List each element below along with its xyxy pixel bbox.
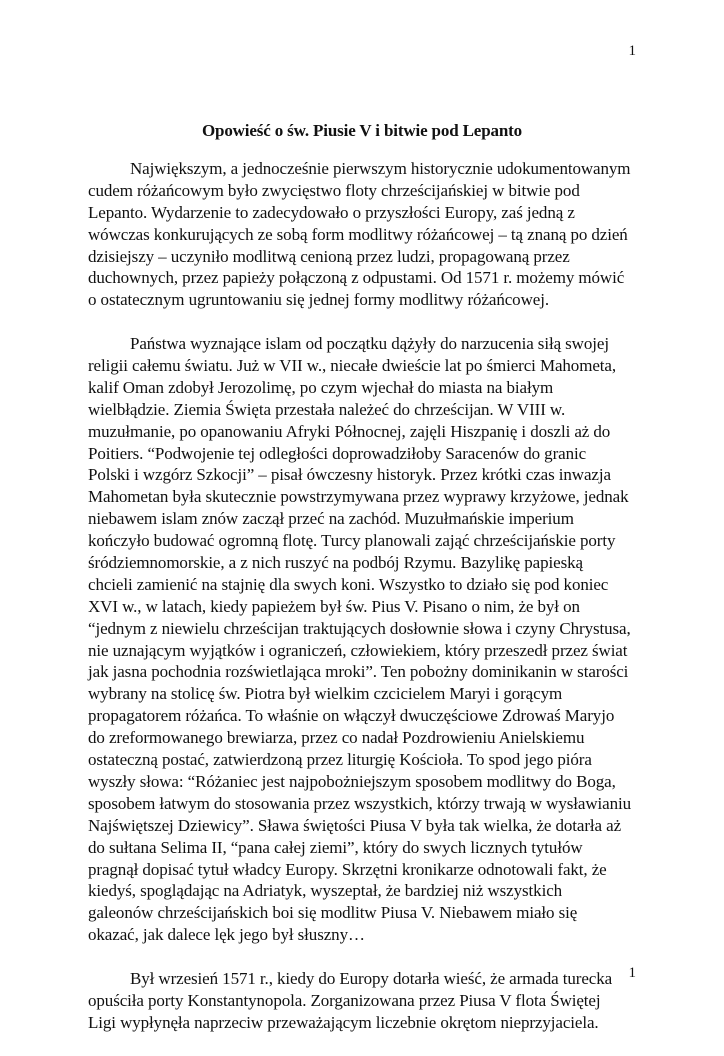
text-line: XVI w., w latach, kiedy papieżem był św. Pius V. Pisano o nim, że był on [88,596,580,616]
text-line: o ostatecznym ugruntowaniu się jednej formy modlitwy różańcowej. [88,290,549,310]
text-line: muzułmanie, po opanowaniu Afryki Północnej, zajęli Hiszpanię i doszli aż do [88,421,611,441]
document-title: Opowieść o św. Piusie V i bitwie pod Lepanto [201,121,523,140]
text-line: “jednym z niewielu chrześcijan traktujących dosłownie słowa i czyny Chrystusa, [88,618,631,638]
text-line: nie uznającym wyjątków i ograniczeń, człowiekiem, który przeszedł przez świat [88,640,628,660]
text-line: galeonów chrześcijańskich boi się modlitw Piusa V. Niebawem miało się [88,903,578,923]
text-line: opuściła porty Konstantynopola. Zorganizowana przez Piusa V flota Świętej [88,990,601,1010]
page-number-top: 1 [628,43,636,59]
document-body [88,158,636,1056]
paragraph [88,333,636,946]
text-line: religii całemu światu. Już w VII w., niecałe dwieście lat po śmierci Mahometa, [88,356,616,376]
text-line: kończyło budować ogromną flotę. Turcy planowali zająć chrześcijańskie porty [88,531,616,551]
text-line: śródziemnomorskie, a z nich ruszyć na podbój Rzymu. Bazylikę papieską [88,553,583,573]
text-line: kalif Oman zdobył Jerozolimę, po czym wjechał do miasta na białym [88,377,554,397]
text-line: wyszły słowa: “Różaniec jest najpobożniejszym sposobem modlitwy do Boga, [88,771,616,791]
text-line: kiedyś, spoglądając na Adriatyk, wyszeptał, że bardziej niż wszystkich [88,881,563,901]
text-line: wówczas konkurujących ze sobą form modlitwy różańcowej – tą znaną po dzień [88,224,628,244]
paragraph [88,158,636,311]
text-line: Mahometan była skutecznie powstrzymywana przez wyprawy krzyżowe, jednak [88,487,629,507]
text-line: Najświętszej Dziewicy”. Sława świętości Piusa V była tak wielka, że dotarła aż [88,815,622,835]
text-line: Poitiers. “Podwojenie tej odległości doprowadziłoby Saracenów do granic [88,443,587,463]
text-line: Ligi wypłynęła naprzeciw przeważającym liczebnie okrętom nieprzyjaciela. [88,1012,599,1032]
text-line: Polski i wzgórz Szkocji” – pisał ówczesny historyk. Przez krótki czas inwazja [88,465,611,485]
text-line: Lepanto. Wydarzenie to zadecydowało o przyszłości Europy, zaś jedną z [88,202,575,222]
text-line: chcieli zamienić na stajnię dla swych koni. Wszystko to działo się pod koniec [88,574,609,594]
text-line: pragnął dopisać tytuł władcy Europy. Skrzętni kronikarze odnotowali fakt, że [88,859,607,879]
text-line: wybrany na stolicę św. Piotra był wielkim czcicielem Maryi i gorącym [88,684,563,704]
text-line: sposobem łatwym do stosowania przez wszystkich, którzy trwają w wysławianiu [88,793,631,813]
text-line: propagatorem różańca. To właśnie on włączył dwuczęściowe Zdrowaś Maryjo [88,706,615,726]
text-line: do zreformowanego brewiarza, przez co nadał Pozdrowieniu Anielskiemu [88,728,585,748]
text-line: Największym, a jednocześnie pierwszym historycznie udokumentowanym [130,159,631,178]
text-line: wielbłądzie. Ziemia Święta przestała należeć do chrześcijan. W VIII w. [88,399,566,419]
text-line: jak jasna pochodnia rozświetlająca mroki”. Ten pobożny dominikanin w starości [88,662,629,682]
text-line: do sułtana Selima II, “pana całej ziemi”, który do swych licznych tytułów [88,837,583,857]
text-line: Był wrzesień 1571 r., kiedy do Europy dotarła wieść, że armada turecka [130,968,613,988]
text-line: niebawem islam znów zaczął przeć na zachód. Muzułmańskie imperium [88,509,574,529]
text-line: duchownych, przez papieży połączoną z odpustami. Od 1571 r. możemy mówić [88,268,625,288]
text-line: Państwa wyznające islam od początku dążyły do narzucenia siłą swojej [130,334,609,354]
page-number-bottom: 1 [628,965,636,981]
text-line: ostateczną postać, zatwierdzoną przez liturgię Kościoła. To spod jego pióra [88,750,592,770]
text-line: cudem różańcowym było zwycięstwo floty chrześcijańskiej w bitwie pod [88,180,580,200]
text-line: okazać, jak dalece lęk jego był słuszny… [88,925,365,945]
text-line: dzisiejszy – uczyniło modlitwą cenioną przez ludzi, propagowaną przez [88,246,570,266]
